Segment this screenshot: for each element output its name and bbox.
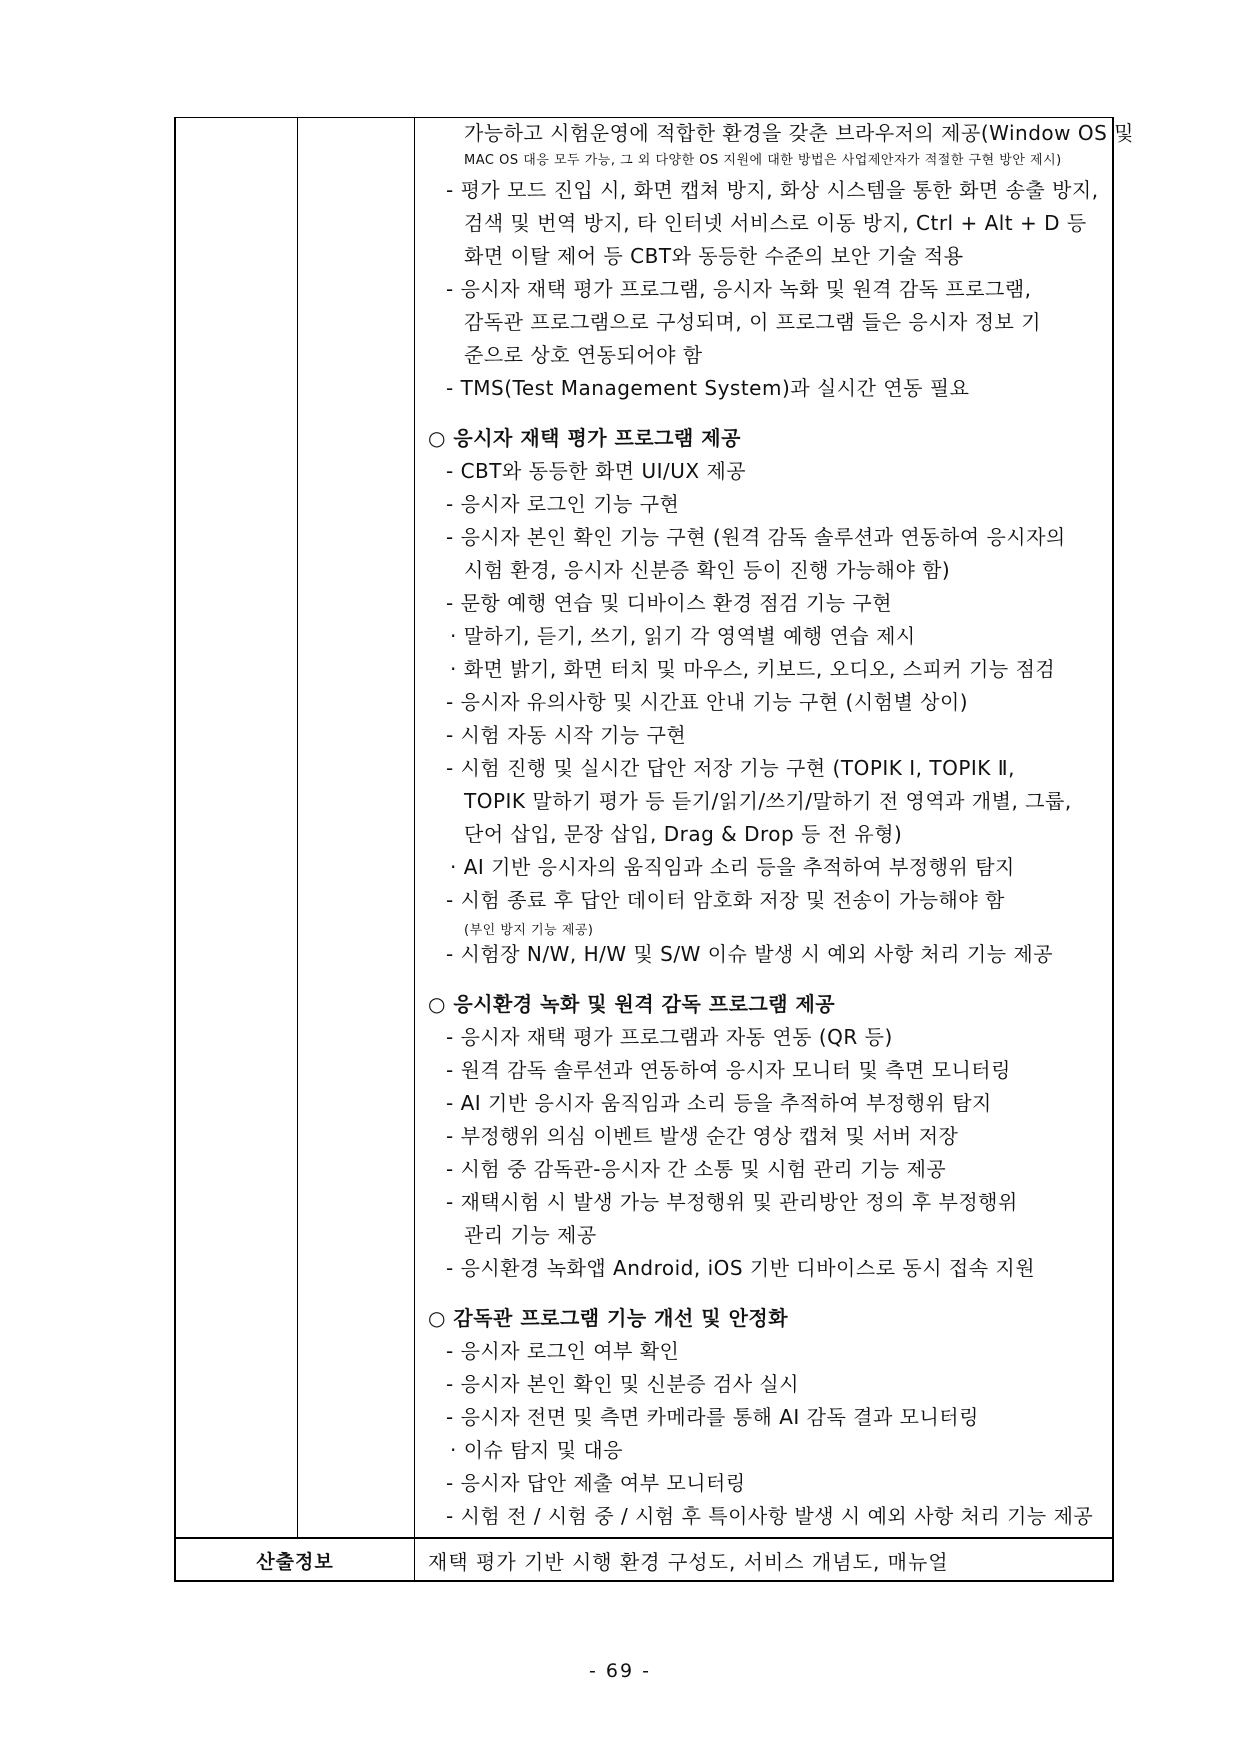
section-heading: ○ 응시자 재택 평가 프로그램 제공	[428, 426, 741, 450]
content-line: 시험 환경, 응시자 신분증 확인 등이 진행 가능해야 함)	[464, 558, 951, 582]
content-line: - AI 기반 응시자 움직임과 소리 등을 추적하여 부정행위 탐지	[446, 1091, 992, 1115]
content-line: - 시험 전 / 시험 중 / 시험 후 특이사항 발생 시 예외 사항 처리 기능 제공	[446, 1504, 1094, 1528]
content-line: - 응시자 로그인 여부 확인	[446, 1339, 680, 1363]
section-heading: ○ 응시환경 녹화 및 원격 감독 프로그램 제공	[428, 992, 836, 1016]
content-line: - 응시자 본인 확인 및 신분증 검사 실시	[446, 1372, 800, 1396]
content-line: - 응시자 본인 확인 기능 구현 (원격 감독 솔루션과 연동하여 응시자의	[446, 525, 1066, 549]
content-line: 준으로 상호 연동되어야 함	[464, 343, 703, 367]
content-line: - 부정행위 의심 이벤트 발생 순간 영상 캡쳐 및 서버 저장	[446, 1124, 959, 1148]
content-line: - 응시환경 녹화앱 Android, iOS 기반 디바이스로 동시 접속 지원	[446, 1256, 1036, 1280]
content-line: - 시험 진행 및 실시간 답안 저장 기능 구현 (TOPIK Ⅰ, TOPIK Ⅱ,	[446, 756, 1015, 780]
content-line: · 이슈 탐지 및 대응	[450, 1438, 624, 1462]
content-line: - 시험 중 감독관-응시자 간 소통 및 시험 관리 기능 제공	[446, 1157, 947, 1181]
output-info-label: 산출정보	[256, 1550, 334, 1573]
column-divider-2	[414, 118, 415, 1581]
content-line: 관리 기능 제공	[464, 1223, 597, 1247]
content-line: - 재택시험 시 발생 가능 부정행위 및 관리방안 정의 후 부정행위	[446, 1190, 1018, 1214]
content-line: - 응시자 유의사항 및 시간표 안내 기능 구현 (시험별 상이)	[446, 690, 969, 714]
section-heading: ○ 감독관 프로그램 기능 개선 및 안정화	[428, 1306, 789, 1330]
column-divider-1	[297, 118, 298, 1537]
content-line: · 화면 밝기, 화면 터치 및 마우스, 키보드, 오디오, 스피커 기능 점검	[450, 657, 1056, 681]
content-line: - 시험 자동 시작 기능 구현	[446, 723, 687, 747]
content-line: - 응시자 재택 평가 프로그램, 응시자 녹화 및 원격 감독 프로그램,	[446, 277, 1032, 301]
content-line: 감독관 프로그램으로 구성되며, 이 프로그램 들은 응시자 정보 기	[464, 310, 1042, 334]
content-line: 화면 이탈 제어 등 CBT와 동등한 수준의 보안 기술 적용	[464, 244, 964, 268]
content-line: · 말하기, 듣기, 쓰기, 읽기 각 영역별 예행 연습 제시	[450, 624, 916, 648]
content-line: - 평가 모드 진입 시, 화면 캡쳐 방지, 화상 시스템을 통한 화면 송출 방지,	[446, 178, 1099, 202]
content-line: · AI 기반 응시자의 움직임과 소리 등을 추적하여 부정행위 탐지	[450, 855, 1015, 879]
content-line: - 시험장 N/W, H/W 및 S/W 이슈 발생 시 예외 사항 처리 기능 제공	[446, 942, 1054, 966]
content-line: - 응시자 전면 및 측면 카메라를 통해 AI 감독 결과 모니터링	[446, 1405, 979, 1429]
content-line: - 응시자 로그인 기능 구현	[446, 492, 680, 516]
content-line: - 응시자 답안 제출 여부 모니터링	[446, 1471, 746, 1495]
content-line: - 문항 예행 연습 및 디바이스 환경 점검 기능 구현	[446, 591, 893, 615]
content-line: TOPIK 말하기 평가 등 듣기/읽기/쓰기/말하기 전 영역과 개별, 그룹,	[464, 789, 1072, 813]
content-line: (부인 방지 기능 제공)	[464, 923, 594, 938]
requirements-table	[174, 117, 1134, 1582]
page-number: - 69 -	[589, 1660, 651, 1682]
content-line: - 응시자 재택 평가 프로그램과 자동 연동 (QR 등)	[446, 1025, 893, 1049]
content-line: - 시험 종료 후 답안 데이터 암호화 저장 및 전송이 가능해야 함	[446, 888, 1005, 912]
content-line: 단어 삽입, 문장 삽입, Drag & Drop 등 전 유형)	[464, 822, 903, 846]
content-line: - 원격 감독 솔루션과 연동하여 응시자 모니터 및 측면 모니터링	[446, 1058, 1011, 1082]
output-info-value: 재택 평가 기반 시행 환경 구성도, 서비스 개념도, 매뉴얼	[428, 1549, 949, 1574]
content-line: - CBT와 동등한 화면 UI/UX 제공	[446, 459, 747, 483]
content-line: MAC OS 대응 모두 가능, 그 외 다양한 OS 지원에 대한 방법은 사업제안자가 적절한 구현 방안 제시)	[464, 153, 1062, 168]
content-line: - TMS(Test Management System)과 실시간 연동 필요	[446, 376, 970, 400]
content-line: 가능하고 시험운영에 적합한 환경을 갖춘 브라우저의 제공(Window OS 및	[464, 121, 1134, 145]
content-line: 검색 및 번역 방지, 타 인터넷 서비스로 이동 방지, Ctrl + Alt + D 등	[464, 211, 1087, 235]
